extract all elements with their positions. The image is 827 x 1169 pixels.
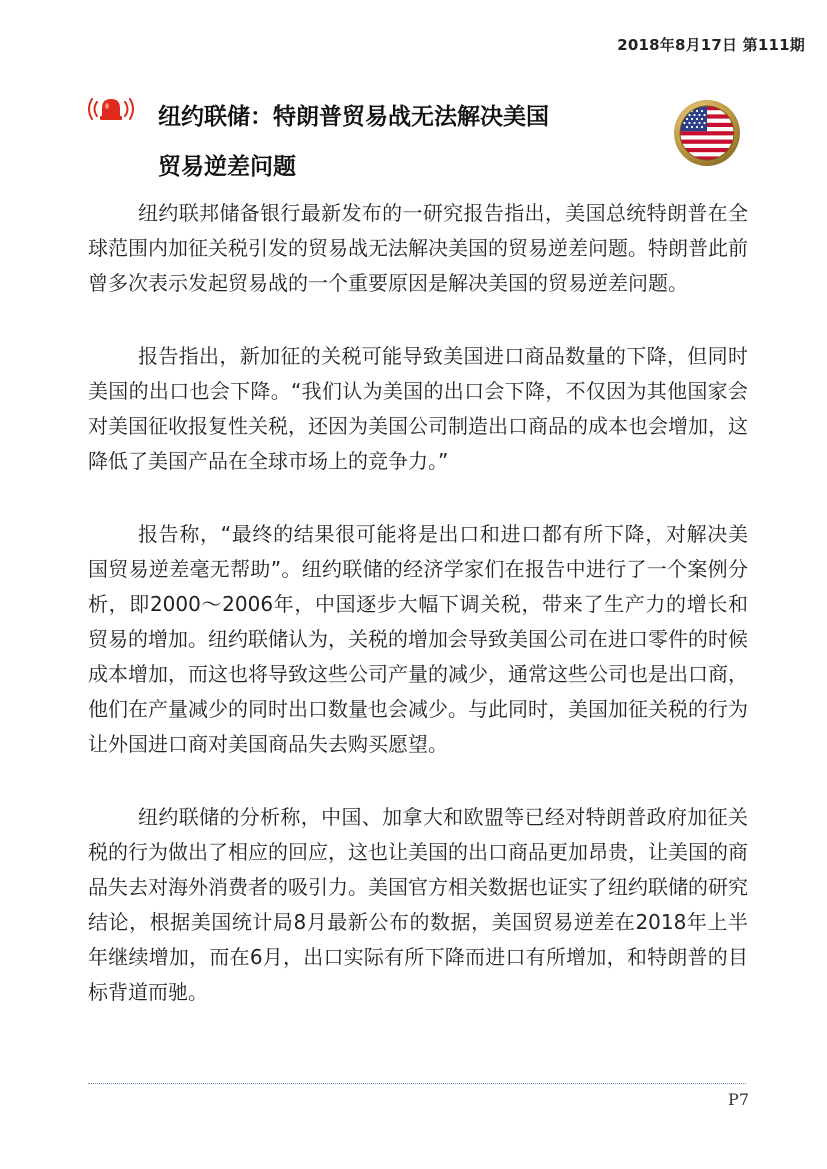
- us-flag-icon: [673, 99, 741, 167]
- article-paragraph-1: 纽约联邦储备银行最新发布的一研究报告指出，美国总统特朗普在全球范围内加征关税引发的贸易战无法解决美国的贸易逆差问题。特朗普此前曾多次表示发起贸易战的一个重要原因是解决美国的贸易逆差问题。: [88, 201, 748, 295]
- issue-date: 2018年8月17日 第111期: [617, 36, 805, 54]
- footer-divider: [88, 1083, 746, 1084]
- article-title: [158, 92, 628, 192]
- article-body: [88, 196, 748, 1048]
- alarm-bell-icon: [88, 96, 134, 122]
- article-title-line2: 贸易逆差问题: [158, 154, 296, 180]
- page-number: P7: [728, 1090, 749, 1109]
- article-paragraph-3: 报告称，“最终的结果很可能将是出口和进口都有所下降，对解决美国贸易逆差毫无帮助”。纽约联储的经济学家们在报告中进行了一个案例分析，即2000～2006年，中国逐步大幅下调关税，带来了生产力的增长和贸易的增加。纽约联储认为，关税的增加会导致美国公司在进口零件的时候成本增加，而这也将导致这些公司产量的减少，通常这些公司也是出口商，他们在产量减少的同时出口数量也会减少。与此同时，美国加征关税的行为让外国进口商对美国商品失去购买愿望。: [88, 522, 748, 756]
- article-title-line1: 纽约联储：特朗普贸易战无法解决美国: [158, 104, 549, 130]
- article-paragraph-4: 纽约联储的分析称，中国、加拿大和欧盟等已经对特朗普政府加征关税的行为做出了相应的回应，这也让美国的出口商品更加昂贵，让美国的商品失去对海外消费者的吸引力。美国官方相关数据也证实了纽约联储的研究结论，根据美国统计局8月最新公布的数据，美国贸易逆差在2018年上半年继续增加，而在6月，出口实际有所下降而进口有所增加，和特朗普的目标背道而驰。: [88, 805, 748, 1004]
- article-paragraph-2: 报告指出，新加征的关税可能导致美国进口商品数量的下降，但同时美国的出口也会下降。“我们认为美国的出口会下降，不仅因为其他国家会对美国征收报复性关税，还因为美国公司制造出口商品的成本也会增加，这降低了美国产品在全球市场上的竞争力。”: [88, 344, 748, 473]
